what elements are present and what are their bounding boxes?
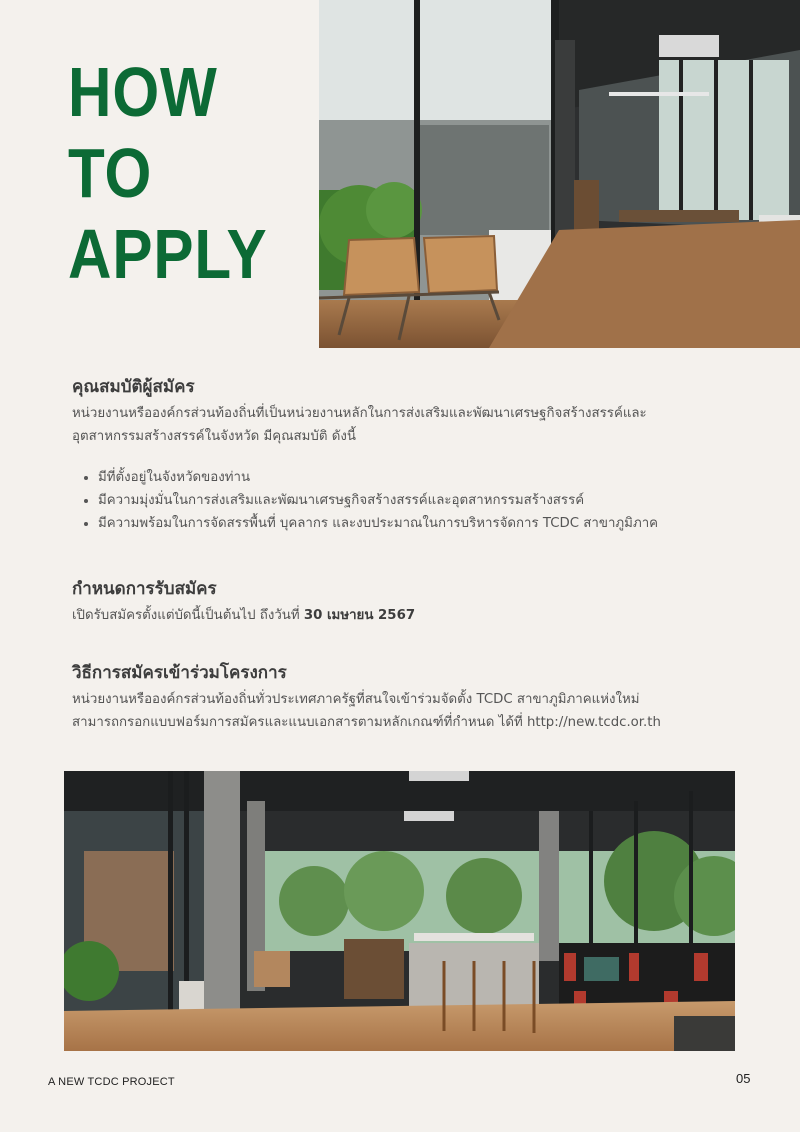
deadline-date: 30 เมษายน 2567 <box>303 608 416 623</box>
method-heading: วิธีการสมัครเข้าร่วมโครงการ <box>72 663 287 683</box>
intro-line: อุตสาหกรรมสร้างสรรค์ในจังหวัด มีคุณสมบัติ ดังนี้ <box>72 429 356 444</box>
list-item: • มีความมุ่งมั่นในการส่งเสริมและพัฒนาเศรษฐกิจสร้างสรรค์และอุตสาหกรรมสร้างสรรค์ <box>98 489 732 512</box>
method-text <box>72 688 732 734</box>
deadline-label: เปิดรับสมัครตั้งแต่บัดนี้เป็นต้นไป ถึงวันที่ <box>72 608 300 623</box>
library-lounge-photo <box>319 0 800 348</box>
project-label: A NEW TCDC PROJECT <box>48 1076 175 1088</box>
list-item: • มีที่ตั้งอยู่ในจังหวัดของท่าน <box>98 466 732 489</box>
headline-line: TO <box>68 134 153 212</box>
page-headline <box>68 52 267 295</box>
qualifications-heading: คุณสมบัติผู้สมัคร <box>72 377 195 397</box>
qualifications-list <box>72 466 732 535</box>
deadline-section <box>72 577 732 627</box>
method-line: หน่วยงานหรือองค์กรส่วนท้องถิ่นทั่วประเทศภาครัฐที่สนใจเข้าร่วมจัดตั้ง TCDC สาขาภูมิภาคแห่งใหม่ <box>72 692 640 707</box>
deadline-text <box>72 604 732 627</box>
headline-line: APPLY <box>68 215 268 293</box>
library-reading-room-photo <box>64 771 735 1051</box>
intro-line: หน่วยงานหรือองค์กรส่วนท้องถิ่นที่เป็นหน่วยงานหลักในการส่งเสริมและพัฒนาเศรษฐกิจสร้างสรรค์และ <box>72 406 647 421</box>
qualifications-intro <box>72 402 732 448</box>
qualifications-section <box>72 375 732 535</box>
headline-line: HOW <box>68 53 218 131</box>
method-line: สามารถกรอกแบบฟอร์มการสมัครและแนบเอกสารตามหลักเกณฑ์ที่กำหนด ได้ที่ http://new.tcdc.or.th <box>72 715 661 730</box>
list-item: • มีความพร้อมในการจัดสรรพื้นที่ บุคลากร และงบประมาณในการบริหารจัดการ TCDC สาขาภูมิภาค <box>98 512 732 535</box>
method-section <box>72 661 732 734</box>
deadline-heading: กำหนดการรับสมัคร <box>72 579 217 599</box>
page-number: 05 <box>736 1071 751 1086</box>
